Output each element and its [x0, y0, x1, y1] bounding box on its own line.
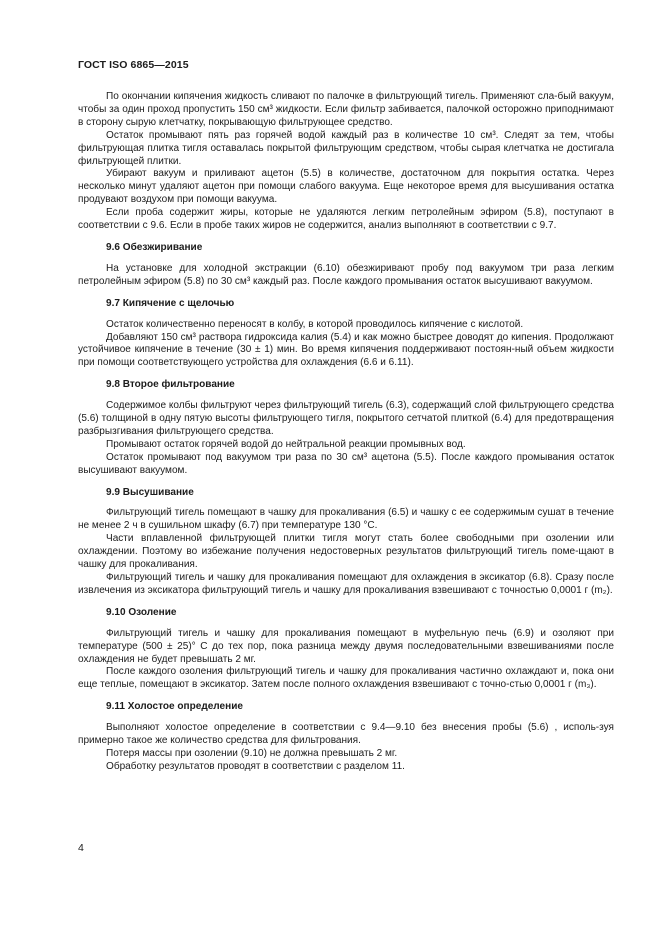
paragraph: Части вплавленной фильтрующей плитки тигля могут стать более свободными при озолении или охлаждении. Поэтому во избежание получения недостоверных результатов фильтрующий тигель поме-щают в чашку для прокаливания. — [78, 533, 614, 571]
paragraph: Фильтрующий тигель и чашку для прокаливания помещают в муфельную печь (6.9) и озоляют при температуре (500 ± 25)° С до тех пор, пока разница между двумя последовательными взвешиваниями после охлаждения не будет превышать 2 мг. — [78, 627, 614, 665]
section-heading-9-6: 9.6 Обезжиривание — [106, 241, 203, 253]
paragraph: На установке для холодной экстракции (6.10) обезжиривают пробу под вакуумом три раза легким петролейным эфиром (5.8) по 30 см³ каждый раз. После каждого промывания остаток высушивают вакуумом. — [78, 262, 614, 287]
paragraph: Если проба содержит жиры, которые не удаляются легким петролейным эфиром (5.8), поступают в соответствии с 9.6. Если в пробе таких жиров не содержится, анализ выполняют в соответствии с 9.7. — [78, 207, 614, 232]
paragraph: Фильтрующий тигель помещают в чашку для прокаливания (6.5) и чашку с ее содержимым сушат в течение не менее 2 ч в сушильном шкафу (6.7) при температуре 130 °С. — [78, 507, 614, 532]
paragraph: Добавляют 150 см³ раствора гидроксида калия (5.4) и как можно быстрее доводят до кипения. Продолжают устойчивое кипячение в течение (30 ± 1) мин. Во время кипячения поддерживают постоян-ный объем жидкости при помощи соответствующего устройства для охлаждения (6.6 и 6.11). — [78, 331, 614, 369]
paragraph: После каждого озоления фильтрующий тигель и чашку для прокаливания частично охлаждают и, пока они еще теплые, помещают в эксикатор. Затем после полного охлаждения взвешивают с точно-стью 0,0001 г (m₃). — [78, 666, 614, 691]
section-heading-9-8: 9.8 Второе фильтрование — [106, 379, 235, 391]
paragraph: По окончании кипячения жидкость сливают по палочке в фильтрующий тигель. Применяют сла-бый вакуум, чтобы за один проход пропустить 150 см³ жидкости. Если фильтр забивается, палочкой осторожно приподнимают в сторону сырую клетчатку, покрывающую фильтрующее средство. — [78, 91, 614, 128]
paragraph: Фильтрующий тигель и чашку для прокаливания помещают для охлаждения в эксикатор (6.8). Сразу после извлечения из эксикатора фильтрующий тигель и чашку для прокаливания взвешивают с точностью 0,0001 г (m₂). — [78, 572, 614, 596]
paragraph: Остаток промывают пять раз горячей водой каждый раз в количестве 10 см³. Следят за тем, чтобы фильтрующая плитка тигля оставалась покрытой фильтрующим средством, чтобы сырая клетчатка не достигала фильтрующей плитки. — [78, 129, 614, 167]
paragraph: Потеря массы при озолении (9.10) не должна превышать 2 мг. — [106, 747, 398, 759]
section-heading-9-10: 9.10 Озоление — [106, 606, 177, 618]
section-heading-9-7: 9.7 Кипячение с щелочью — [106, 297, 235, 309]
section-heading-9-9: 9.9 Высушивание — [106, 486, 194, 498]
document-body — [78, 91, 614, 774]
section-heading-9-11: 9.11 Холостое определение — [106, 701, 243, 713]
document-header: ГОСТ ISO 6865—2015 — [78, 59, 189, 71]
paragraph: Промывают остаток горячей водой до нейтральной реакции промывных вод. — [106, 438, 466, 450]
paragraph: Выполняют холостое определение в соответствии с 9.4—9.10 без внесения пробы (5.6) , исполь-зуя примерно такое же количество средства для фильтрования. — [78, 722, 614, 747]
paragraph: Убирают вакуум и приливают ацетон (5.5) в количестве, достаточном для покрытия остатка. Через несколько минут удаляют ацетон при помощи слабого вакуума. Еще некоторое время для высушивания остатка продувают воздухом при помощи вакуума. — [78, 168, 614, 206]
page-number: 4 — [78, 842, 84, 854]
paragraph: Остаток количественно переносят в колбу, в которой проводилось кипячение с кислотой. — [106, 318, 524, 330]
paragraph: Остаток промывают под вакуумом три раза по 30 см³ ацетона (5.5). После каждого промывания остаток высушивают вакуумом. — [78, 451, 614, 476]
paragraph: Содержимое колбы фильтруют через фильтрующий тигель (6.3), содержащий слой фильтрующего средства (5.6) толщиной в одну пятую высоты фильтрующего тигля, покрытого сетчатой плиткой (6.4) для предотвращения разбрызгивания фильтрующего средства. — [78, 400, 614, 437]
paragraph: Обработку результатов проводят в соответствии с разделом 11. — [106, 760, 405, 772]
